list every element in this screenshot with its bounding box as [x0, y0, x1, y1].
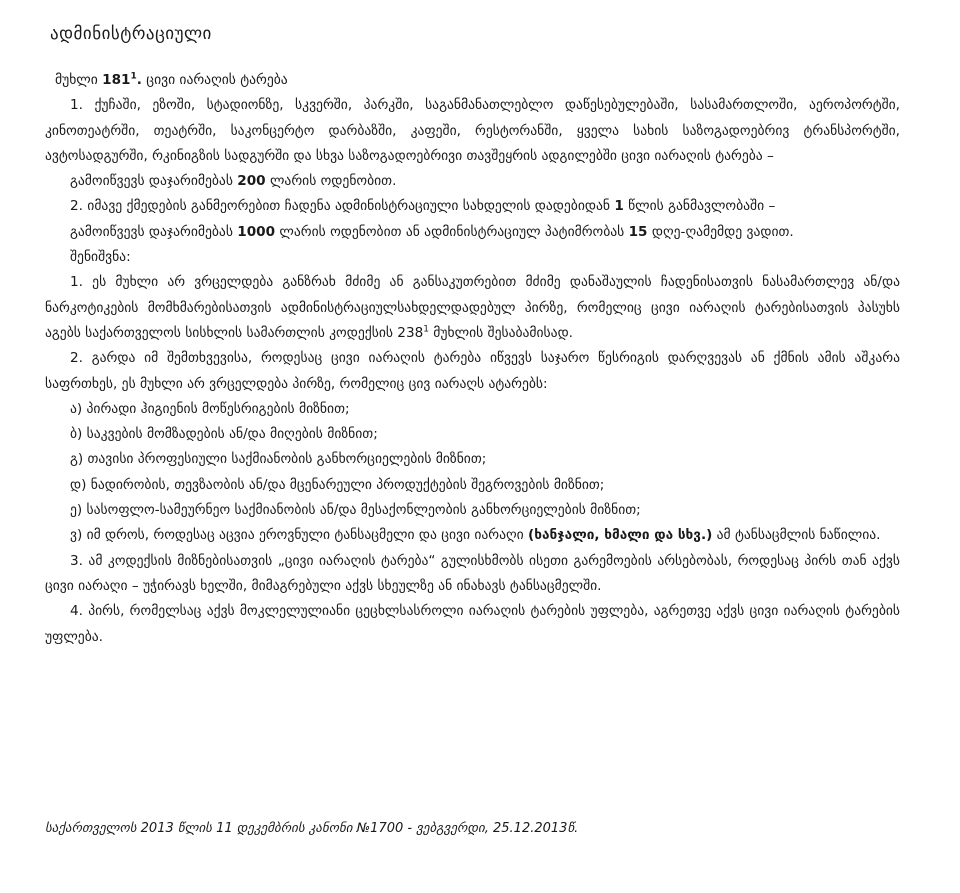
source-footer: საქართველოს 2013 წლის 11 დეკემბრის კანონი №1700 - ვებგვერდი, 25.12.2013წ. — [45, 821, 579, 836]
part-1-penalty: გამოიწვევს დაჯარიმებას 200 ლარის ოდენობით. — [70, 173, 397, 190]
year-count: 1 — [614, 198, 624, 215]
note-2: 2. გარდა იმ შემთხვევისა, როდესაც ცივი იარაღის ტარება იწვევს საჯარო წესრიგის დარღვევას ან ქმნის ამის აშკარა საფრთხეს, ეს მუხლი არ ვრცელდება პირზე, რომელიც ცივ იარაღს ატარებს: — [45, 350, 900, 392]
note-2-item-v: ვ) იმ დროს, როდესაც აცვია ეროვნული ტანსაცმელი და ცივი იარაღი (ხანჯალი, ხმალი და სხვ.) ამ ტანსაცმლის ნაწილია. — [70, 527, 881, 544]
code-article-sup: 1 — [423, 324, 429, 335]
article-prefix: მუხლი — [55, 72, 98, 88]
note-2-item-a: ა) პირადი ჰიგიენის მოწესრიგების მიზნით; — [70, 400, 350, 417]
part-2-penalty: გამოიწვევს დაჯარიმებას 1000 ლარის ოდენობით ან ადმინისტრაციულ პატიმრობას 15 დღე-ღამემდე ვადით. — [70, 223, 794, 240]
document-body — [45, 68, 900, 650]
fine-1000: 1000 — [237, 223, 276, 240]
part-2-text: 2. იმავე ქმედების განმეორებით ჩადენა ადმინისტრაციული სახდელის დადებიდან 1 წლის განმავლობაში – — [70, 198, 776, 215]
note-2-item-g: გ) თავისი პროფესიული საქმიანობის განხორციელების მიზნით; — [70, 451, 487, 468]
article-name: ცივი იარაღის ტარება — [146, 72, 288, 88]
article-number: $181^1$. — [102, 71, 142, 88]
note-3: 3. ამ კოდექსის მიზნებისათვის „ცივი იარაღის ტარება“ გულისხმობს ისეთი გარემოების არსებობას, როდესაც პირს თან აქვს ცივი იარაღი – უჭირავს ხელში, მიმაგრებული აქვს სხეულზე ან ინახავს ტანსაცმელში. — [45, 552, 900, 594]
article-number-sup: 1 — [130, 71, 137, 82]
notes-title: შენიშვნა: — [70, 249, 131, 266]
note-4: 4. პირს, რომელსაც აქვს მოკლელულიანი ცეცხლსასროლი იარაღის ტარების უფლება, აგრეთვე აქვს ცივი იარაღის ტარების უფლება. — [45, 603, 900, 645]
note-2-item-b: ბ) საკვების მომზადების ან/და მიღების მიზნით; — [70, 426, 378, 443]
part-1-text: 1. ქუჩაში, ეზოში, სტადიონზე, სკვერში, პარკში, საგანმანათლებლო დაწესებულებაში, სასამართლოში, აეროპორტში, კინოთეატრში, თეატრში, საკონცერტო დარბაზში, კაფეში, რესტორანში, ყველა სახის საზოგადოებრივ ტრანსპორტში, ავტოსადგურში, რკინიგზის სადგურში და სხვა საზოგადოებრივი თავშეყრის ადგილებში ცივი იარაღის ტარება – — [45, 97, 900, 164]
article-title — [45, 68, 900, 93]
note-1: 1. ეს მუხლი არ ვრცელდება განზრახ მძიმე ან განსაკუთრებით მძიმე დანაშაულის ჩადენისათვის ნასამართლევ ან/და ნარკოტიკების მომხმარებისათვის ადმინისტრაციულსახდელდადებულ პირზე, რომელიც ცივი იარაღის ტარებისათვის პასუხს აგებს საქართველოს სისხლის სამართლის კოდექსის $238^1$ მუხლის შესაბამისად. — [45, 274, 900, 341]
weapon-examples: (ხანჯალი, ხმალი და სხვ.) — [528, 527, 713, 544]
fine-200: 200 — [237, 173, 266, 190]
code-article-number: 238 — [397, 324, 424, 341]
note-2-item-e: ე) სასოფლო-სამეურნეო საქმიანობის ან/და მესაქონლეობის განხორციელების მიზნით; — [70, 502, 641, 519]
detention-days: 15 — [628, 223, 648, 240]
note-2-item-d: დ) ნადირობის, თევზაობის ან/და მცენარეული პროდუქტების შეგროვების მიზნით; — [70, 476, 605, 493]
document-heading: ადმინისტრაციული — [50, 24, 212, 44]
